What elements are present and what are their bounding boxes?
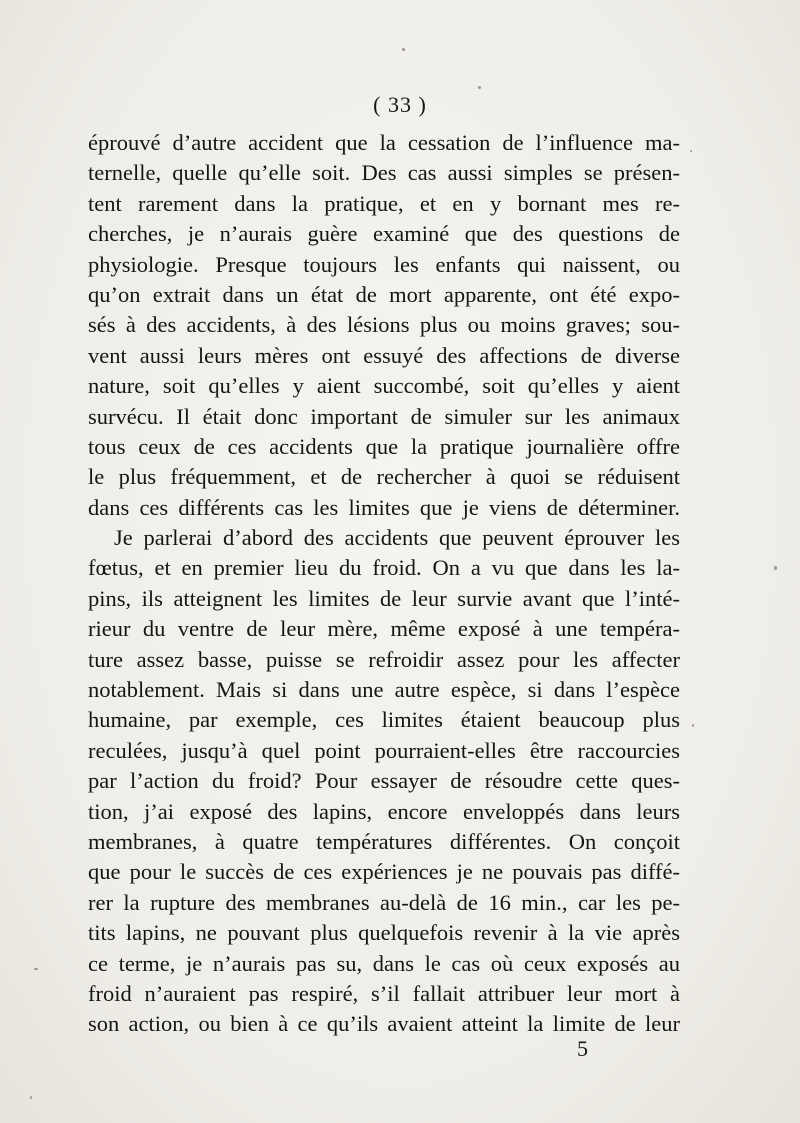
text-line: vent aussi leurs mères ont essuyé des affections de diverse bbox=[88, 342, 680, 368]
text-line: humaine, par exemple, ces limites étaient beaucoup plus bbox=[88, 707, 680, 733]
text-line: froid n’auraient pas respiré, s’il fallait attribuer leur mort à bbox=[88, 980, 680, 1006]
text-line: sés à des accidents, à des lésions plus ou moins graves; sou- bbox=[88, 312, 680, 338]
text-line: membranes, à quatre températures différentes. On conçoit bbox=[88, 828, 680, 854]
text-line: qu’on extrait dans un état de mort apparente, ont été expo- bbox=[88, 281, 680, 307]
text-line: son action, ou bien à ce qu’ils avaient atteint la limite de leur bbox=[88, 1011, 680, 1037]
text-line: rieur du ventre de leur mère, même exposé à une tempéra- bbox=[88, 616, 680, 642]
text-line: rer la rupture des membranes au-delà de 16 min., car les pe- bbox=[88, 889, 680, 915]
text-line: Je parlerai d’abord des accidents que peuvent éprouver les bbox=[114, 525, 680, 551]
paper-speck bbox=[774, 566, 777, 570]
text-line: survécu. Il était donc important de simuler sur les animaux bbox=[88, 403, 680, 429]
paper-speck bbox=[402, 48, 405, 51]
text-line: fœtus, et en premier lieu du froid. On a vu que dans les la- bbox=[88, 555, 680, 581]
page-number: ( 33 ) bbox=[373, 92, 427, 117]
paper-speck bbox=[30, 1096, 32, 1099]
text-line: le plus fréquemment, et de rechercher à quoi se réduisent bbox=[88, 464, 680, 490]
paper-speck bbox=[478, 86, 481, 89]
text-line: tent rarement dans la pratique, et en y bornant mes re- bbox=[88, 190, 680, 216]
text-line: notablement. Mais si dans une autre espèce, si dans l’espèce bbox=[88, 677, 680, 703]
text-line: pins, ils atteignent les limites de leur survie avant que l’inté- bbox=[88, 585, 680, 611]
text-line: ternelle, quelle qu’elle soit. Des cas aussi simples se présen- bbox=[88, 160, 680, 186]
paper-speck bbox=[692, 724, 694, 727]
text-line: cherches, je n’aurais guère examiné que des questions de bbox=[88, 221, 680, 247]
body-text bbox=[88, 128, 680, 1040]
text-line: dans ces différents cas les limites que je viens de déterminer. bbox=[88, 494, 680, 520]
text-line: ce terme, je n’aurais pas su, dans le cas où ceux exposés au bbox=[88, 950, 680, 976]
text-line: éprouvé d’autre accident que la cessation de l’influence ma- bbox=[88, 130, 680, 155]
text-line: que pour le succès de ces expériences je ne pouvais pas diffé- bbox=[88, 859, 680, 885]
paper-speck bbox=[34, 968, 38, 970]
paper-speck bbox=[690, 150, 692, 152]
text-line: nature, soit qu’elles y aient succombé, soit qu’elles y aient bbox=[88, 373, 680, 399]
text-line: physiologie. Presque toujours les enfants qui naissent, ou bbox=[88, 251, 680, 277]
text-line: tous ceux de ces accidents que la pratique journalière offre bbox=[88, 433, 680, 459]
text-line: reculées, jusqu’à quel point pourraient-elles être raccourcies bbox=[88, 737, 680, 763]
text-line: tits lapins, ne pouvant plus quelquefois revenir à la vie après bbox=[88, 920, 680, 946]
text-line: par l’action du froid? Pour essayer de résoudre cette ques- bbox=[88, 768, 680, 794]
text-line: ture assez basse, puisse se refroidir assez pour les affecter bbox=[88, 646, 680, 672]
text-line: tion, j’ai exposé des lapins, encore enveloppés dans leurs bbox=[88, 798, 680, 824]
signature-mark: 5 bbox=[577, 1036, 588, 1061]
